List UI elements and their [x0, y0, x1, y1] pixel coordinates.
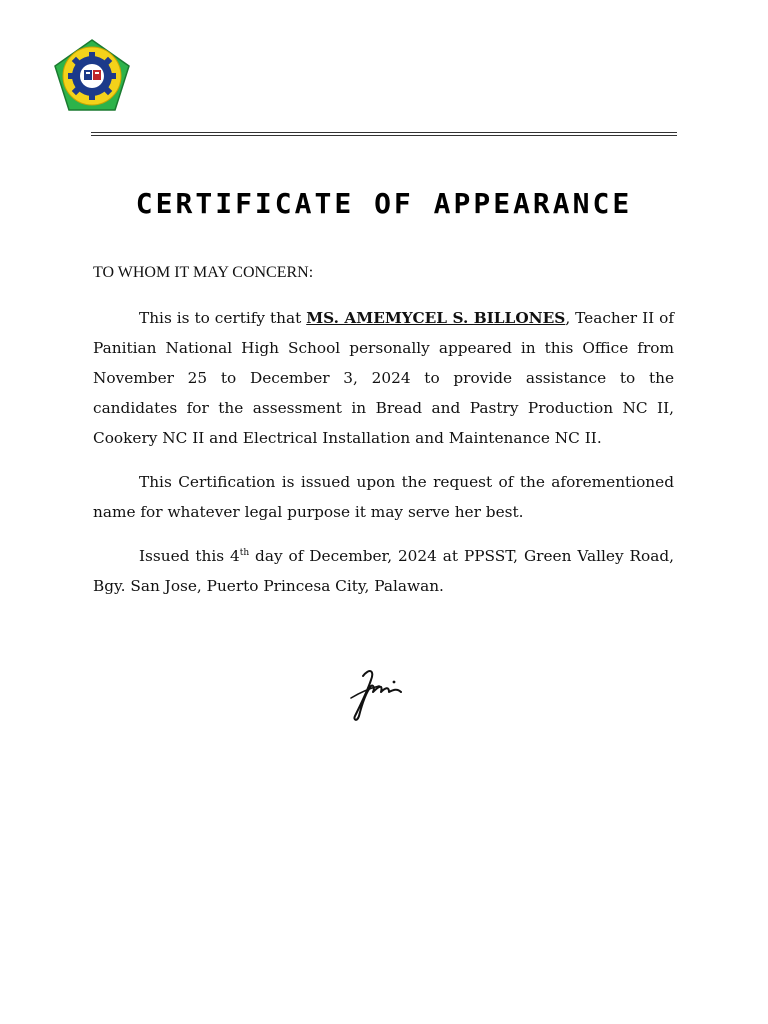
header-rule-top: [91, 132, 677, 133]
header-rule-bottom: [91, 135, 677, 136]
school-seal-icon: [53, 38, 131, 112]
paragraph3-rest: day of December, 2024 at PPSST, Green Valley Road, Bgy. San Jose, Puerto Princesa City, Palawan.: [93, 547, 674, 595]
ordinal-suffix: th: [239, 547, 250, 558]
paragraph3-lead: Issued this 4: [139, 547, 240, 565]
document-title: CERTIFICATE OF APPEARANCE: [135, 187, 633, 220]
certification-paragraph: [93, 303, 674, 453]
purpose-paragraph: This Certification is issued upon the request of the aforementioned name for whatever legal purpose it may serve her best.: [93, 473, 674, 521]
issuance-paragraph: [93, 541, 674, 601]
paragraph1-rest: , Teacher II of Panitian National High School personally appeared in this Office from November 25 to December 3, 2024 to provide assistance to the candidates for the assessment in Bread and Pastry Production NC II, Cookery NC II and Electrical Installation and Maintenance NC II.: [93, 309, 674, 447]
salutation: TO WHOM IT MAY CONCERN:: [93, 264, 314, 281]
handwritten-signature-icon: [345, 664, 405, 724]
certified-person-name: MS. AMEMYCEL S. BILLONES: [306, 309, 566, 327]
paragraph1-lead: This is to certify that: [139, 309, 307, 327]
